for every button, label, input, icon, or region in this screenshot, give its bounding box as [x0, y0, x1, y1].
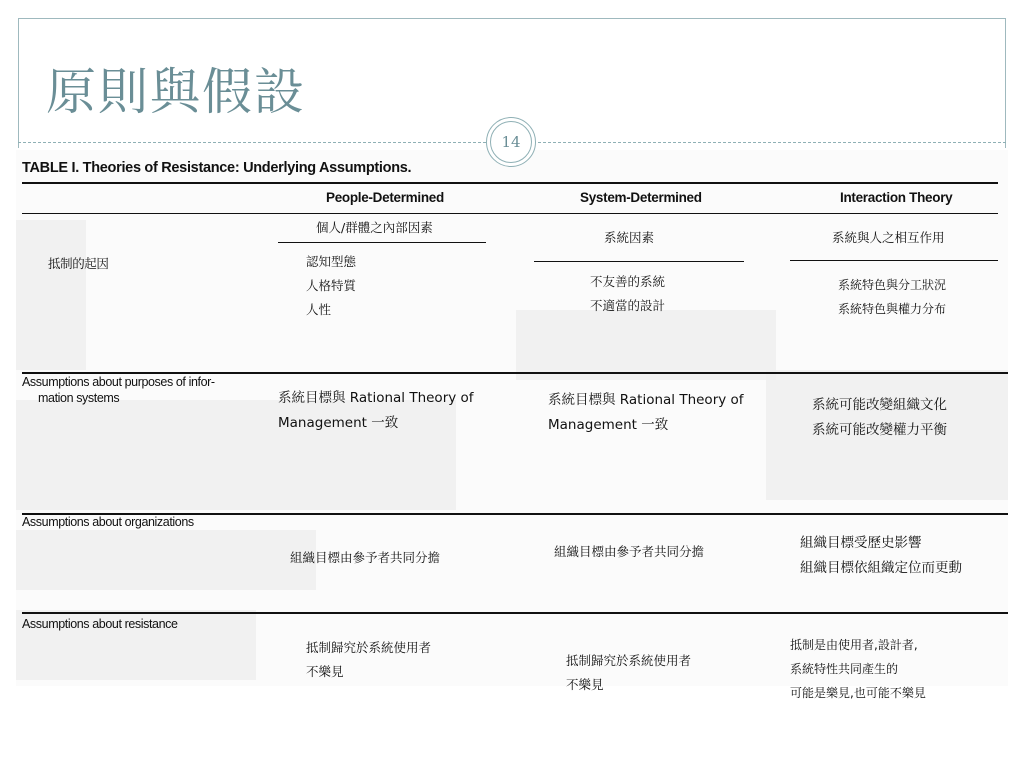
scan-shading	[516, 310, 776, 380]
header-bottom-rule	[22, 213, 998, 214]
sub-rule-system	[534, 261, 744, 262]
cell-interaction-organizations	[800, 531, 962, 581]
cell-system-organizations	[554, 540, 704, 564]
row-label-purposes	[22, 374, 215, 406]
table-title: TABLE I. Theories of Resistance: Underlying Assumptions.	[22, 160, 412, 176]
slide-title: 原則與假設	[46, 63, 306, 121]
cell-system-purposes	[548, 388, 744, 438]
sub-rule-interaction	[790, 260, 998, 261]
row-label-line: Assumptions about purposes of infor-	[22, 375, 215, 389]
cell-interaction-header: 系統與人之相互作用	[832, 230, 945, 245]
cell-line: 組織目標由參予者共同分擔	[290, 550, 441, 565]
scan-shading	[16, 220, 86, 370]
row-label-organizations: Assumptions about organizations	[22, 515, 194, 529]
cell-line: 不適當的設計	[590, 298, 666, 313]
cell-interaction-purposes	[812, 393, 947, 443]
cell-line: Management 一致	[548, 417, 669, 433]
cell-people-organizations	[290, 546, 440, 570]
cell-line: 系統可能改變權力平衡	[812, 422, 947, 438]
cell-line: 系統目標與 Rational Theory of	[278, 390, 474, 406]
column-header-system: System-Determined	[580, 190, 702, 205]
cell-line: 系統目標與 Rational Theory of	[548, 392, 744, 408]
cell-people-header: 個人/群體之內部因素	[316, 220, 433, 235]
row-rule	[22, 612, 1008, 614]
cell-line: 組織目標受歷史影響	[800, 535, 922, 551]
cell-line: 不樂見	[566, 677, 604, 692]
cell-line: 認知型態	[306, 254, 357, 269]
cell-interaction-resistance	[790, 633, 926, 705]
row-label-line: mation systems	[38, 391, 120, 405]
cell-line: 組織目標由參予者共同分擔	[554, 544, 705, 559]
cell-people-purposes	[278, 386, 474, 436]
scan-shading	[16, 530, 316, 590]
cell-line: 人格特質	[306, 278, 357, 293]
cell-line: 系統特性共同產生的	[790, 662, 899, 676]
cell-system-resistance	[566, 649, 691, 697]
cell-interaction-causes	[838, 273, 946, 321]
cell-line: 抵制歸究於系統使用者	[566, 653, 692, 668]
cell-people-resistance	[306, 636, 431, 684]
cell-line: 可能是樂見,也可能不樂見	[790, 686, 926, 700]
cell-line: 不友善的系統	[590, 274, 666, 289]
cell-people-causes	[306, 250, 356, 322]
cell-line: 系統特色與分工狀況	[838, 278, 947, 292]
sub-rule-people	[278, 242, 486, 243]
table-top-rule	[22, 182, 998, 184]
slide-number-badge	[486, 117, 536, 167]
cell-line: Management 一致	[278, 415, 399, 431]
cell-line: 人性	[306, 302, 332, 317]
cell-system-causes	[590, 270, 665, 318]
row-label-resistance: Assumptions about resistance	[22, 617, 178, 631]
cell-line: 系統特色與權力分布	[838, 302, 947, 316]
cell-line: 系統可能改變組織文化	[812, 397, 947, 413]
cell-line: 組織目標依組織定位而更動	[800, 560, 962, 576]
column-header-people: People-Determined	[326, 190, 444, 205]
cell-line: 抵制歸究於系統使用者	[306, 640, 432, 655]
cell-line: 不樂見	[306, 664, 344, 679]
cell-system-header: 系統因素	[604, 230, 655, 245]
column-header-interaction: Interaction Theory	[840, 190, 953, 205]
cell-line: 抵制是由使用者,設計者,	[790, 638, 918, 652]
slide-number: 14	[490, 121, 532, 163]
row-label-causes: 抵制的起因	[48, 256, 109, 271]
